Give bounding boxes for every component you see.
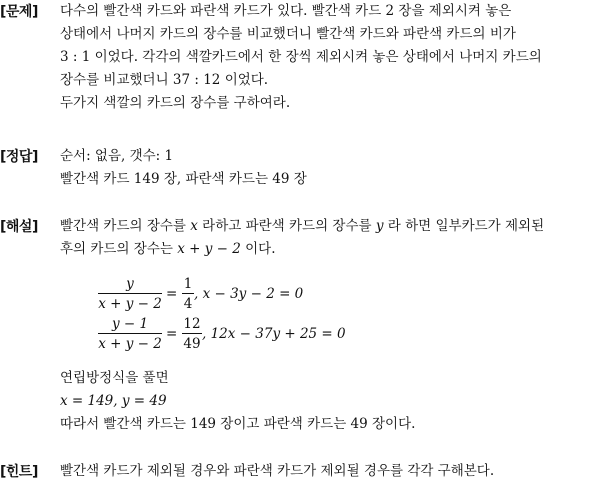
fraction-bar [182, 293, 194, 294]
problem-line: 상태에서 나머지 카드의 장수를 비교했더니 빨간색 카드와 파란색 카드의 비가 [60, 26, 516, 42]
explanation-text: 이다. [245, 241, 276, 257]
fraction-bar [98, 333, 162, 334]
fraction [98, 316, 162, 352]
math-expression: x + y − 2 [177, 241, 241, 257]
solve-line: 연립방정식을 풀면 [60, 370, 169, 386]
equals-sign: = [166, 326, 178, 342]
hint-body [60, 461, 588, 484]
solution-body [60, 368, 588, 437]
explanation-line-1 [60, 216, 588, 239]
fraction [98, 276, 162, 312]
problem-label: [문제] [0, 4, 38, 20]
fraction-bar [98, 293, 162, 294]
fraction-numerator: 1 [183, 276, 193, 292]
hint-text: 빨간색 카드가 제외될 경우와 파란색 카드가 제외될 경우를 각각 구해본다. [60, 463, 495, 479]
problem-line: 3 : 1 이었다. 각각의 색깔카드에서 한 장씩 제외시켜 놓은 상태에서 나머지 카드의 [60, 49, 542, 65]
equals-sign: = [166, 286, 178, 302]
answer-line: 빨간색 카드 149 장, 파란색 카드는 49 장 [60, 171, 307, 187]
answer-label: [정답] [0, 149, 38, 165]
problem-line: 다수의 빨간색 카드와 파란색 카드가 있다. 빨간색 카드 2 장을 제외시켜 놓은 [60, 3, 512, 19]
explanation-text: 빨간색 카드의 장수를 [60, 218, 186, 234]
fraction-numerator: 12 [183, 316, 201, 332]
problem-line: 두가지 색깔의 카드의 장수를 구하여라. [60, 95, 291, 111]
solution-values: x = 149, y = 49 [60, 393, 167, 409]
answer-body [60, 146, 588, 192]
fraction-numerator: y − 1 [111, 316, 149, 332]
fraction-denominator: 49 [183, 336, 201, 352]
var-x: x [190, 218, 198, 234]
explanation-label: [해설] [0, 219, 38, 235]
explanation-body [60, 216, 588, 262]
conclusion-line: 따라서 빨간색 카드는 149 장이고 파란색 카드는 49 장이다. [60, 416, 416, 432]
fraction-denominator: x + y − 2 [98, 336, 162, 352]
fraction-bar [182, 333, 202, 334]
explanation-text: 후의 카드의 장수는 [60, 241, 173, 257]
fraction-denominator: x + y − 2 [98, 296, 162, 312]
equation-tail: , x − 3y − 2 = 0 [194, 286, 304, 302]
hint-label: [힌트] [0, 464, 38, 480]
problem-line: 장수를 비교했더니 37 : 12 이었다. [60, 72, 269, 88]
fraction [182, 276, 194, 312]
var-y: y [375, 218, 384, 234]
fraction [182, 316, 202, 352]
fraction-denominator: 4 [183, 296, 193, 312]
fraction-numerator: y [126, 276, 134, 292]
problem-body [60, 1, 588, 116]
explanation-text: 라하고 파란색 카드의 장수를 [202, 218, 372, 234]
answer-line: 순서: 없음, 갯수: 1 [60, 148, 174, 164]
equation-tail: , 12x − 37y + 25 = 0 [202, 326, 346, 342]
explanation-text: 라 하면 일부카드가 제외된 [387, 218, 545, 234]
explanation-line-2 [60, 239, 588, 262]
